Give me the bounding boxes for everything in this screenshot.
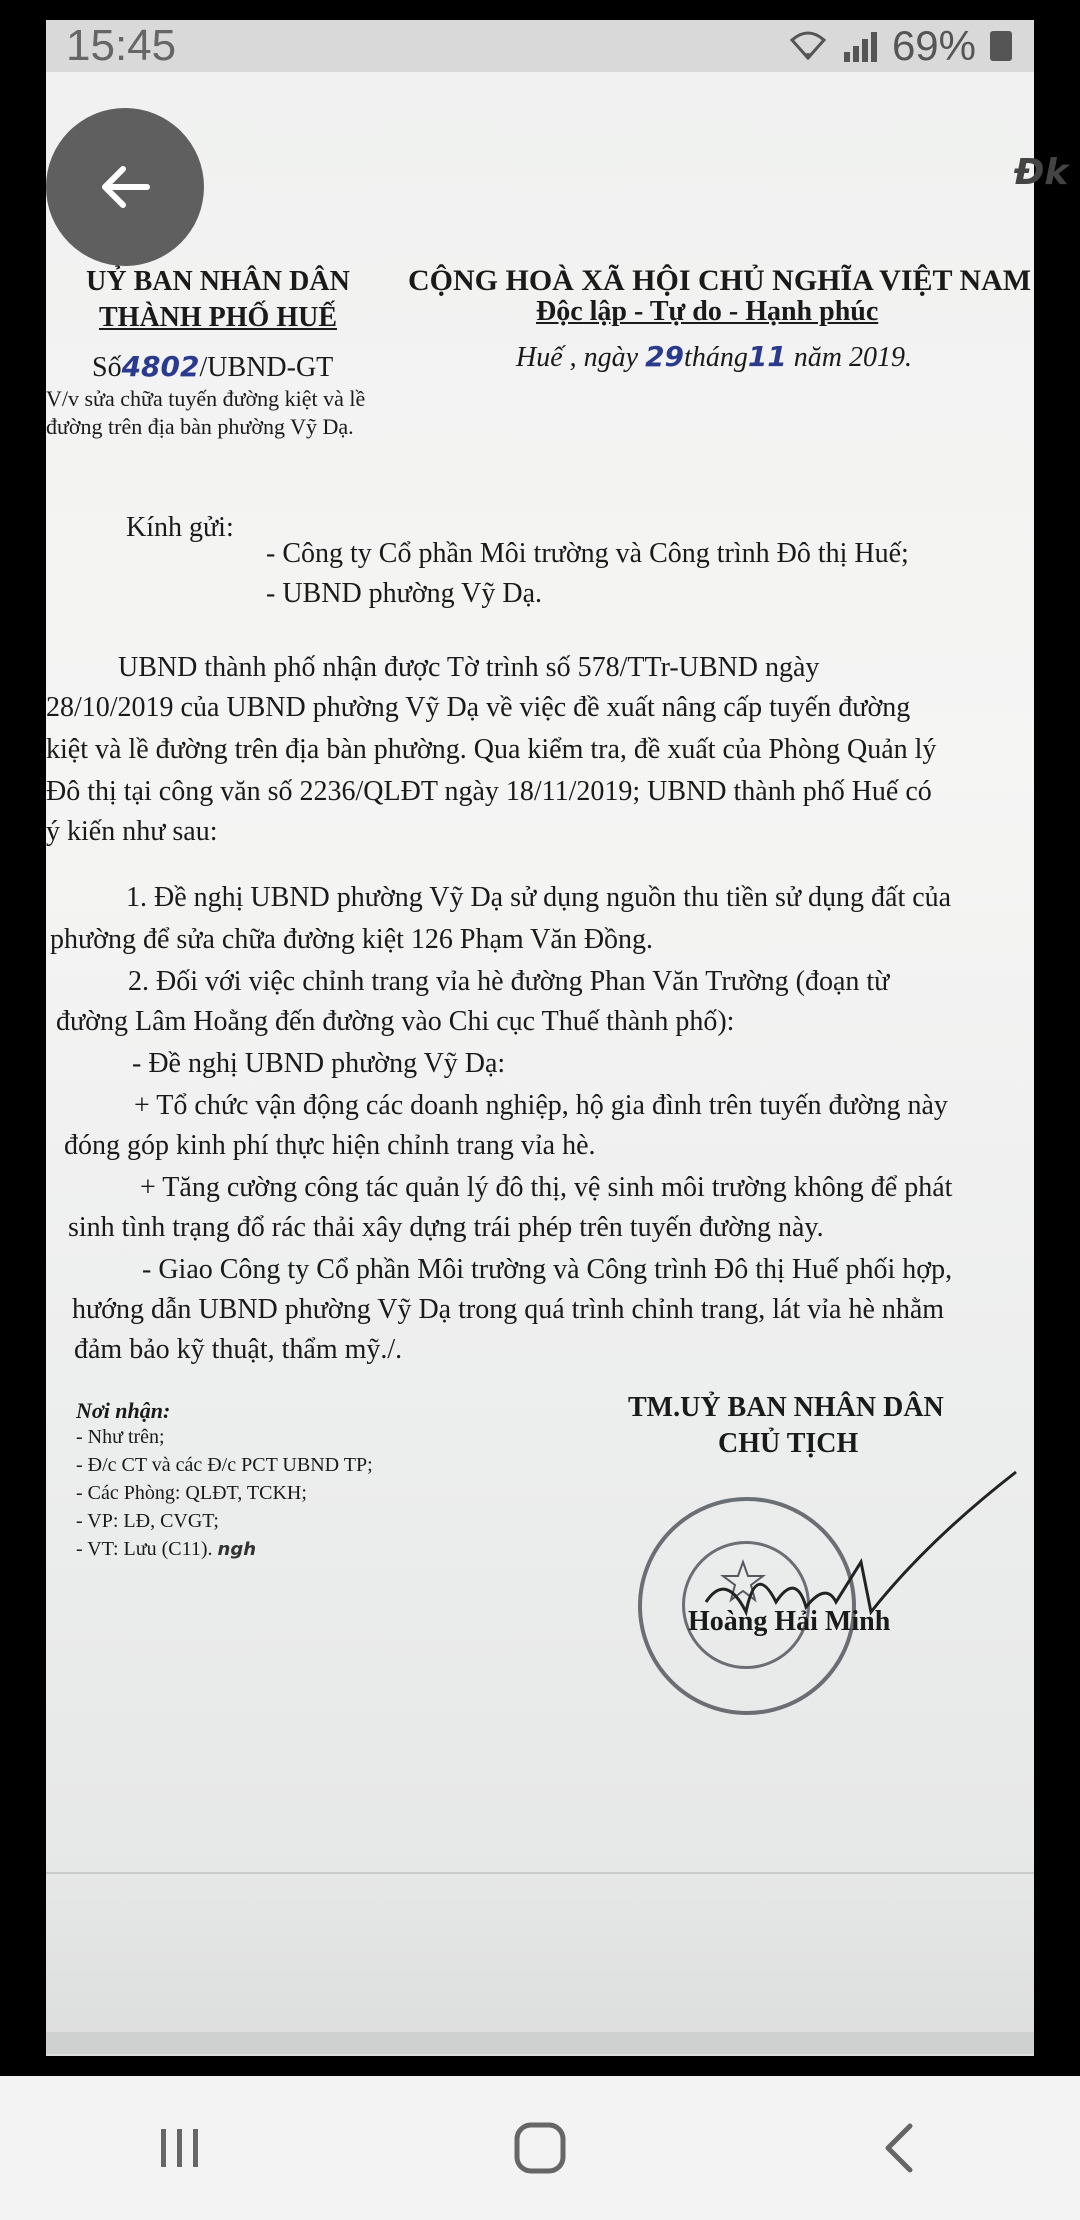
battery-icon bbox=[990, 31, 1012, 61]
status-time: 15:45 bbox=[66, 21, 177, 70]
body-line: + Tăng cường công tác quản lý đô thị, vệ sinh môi trường không để phát bbox=[140, 1172, 953, 1203]
body-line: kiệt và lề đường trên địa bàn phường. Qua kiểm tra, đề xuất của Phòng Quản lý bbox=[46, 734, 937, 765]
body-line: đảm bảo kỹ thuật, thẩm mỹ./. bbox=[74, 1334, 403, 1365]
arrow-left-icon bbox=[97, 159, 153, 215]
date-part3: năm 2019. bbox=[786, 342, 913, 373]
body-line: Đô thị tại công văn số 2236/QLĐT ngày 18/11/2019; UBND thành phố Huế có bbox=[46, 776, 932, 807]
handwritten-initials: ngh bbox=[217, 1539, 257, 1560]
number-suffix: /UBND-GT bbox=[199, 352, 334, 383]
footer-recipient-text: - VT: Lưu (C11). bbox=[76, 1538, 213, 1560]
signal-icon bbox=[842, 30, 878, 62]
recent-apps-button[interactable] bbox=[120, 2088, 240, 2208]
paper-edge bbox=[46, 2032, 1034, 2054]
number-handwritten: 4802 bbox=[121, 350, 200, 383]
status-bar bbox=[46, 20, 1034, 72]
body-line: UBND thành phố nhận được Tờ trình số 578/TTr-UBND ngày bbox=[118, 652, 820, 683]
date-day-handwritten: 29 bbox=[645, 340, 685, 373]
footer-recipient-item: - Như trên; bbox=[76, 1426, 165, 1448]
document-date bbox=[516, 340, 912, 374]
recipient-item: - Công ty Cổ phần Môi trường và Công trình Đô thị Huế; bbox=[266, 538, 909, 569]
body-line: sinh tình trạng đổ rác thải xây dựng trái phép trên tuyến đường này. bbox=[68, 1212, 824, 1243]
home-button[interactable] bbox=[480, 2088, 600, 2208]
footer-recipient-item: - VP: LĐ, CVGT; bbox=[76, 1510, 219, 1532]
footer-recipient-item bbox=[76, 1538, 256, 1561]
document-number bbox=[92, 350, 333, 384]
home-icon bbox=[512, 2120, 568, 2176]
footer-recipient-item: - Các Phòng: QLĐT, TCKH; bbox=[76, 1482, 307, 1504]
back-nav-button[interactable] bbox=[840, 2088, 960, 2208]
date-part2: tháng bbox=[684, 342, 748, 373]
body-line: 2. Đối với việc chỉnh trang vỉa hè đường Phan Văn Trường (đoạn từ bbox=[128, 966, 890, 997]
body-line: phường để sửa chữa đường kiệt 126 Phạm Văn Đồng. bbox=[50, 924, 654, 955]
issuer-line1: UỶ BAN NHÂN DÂN bbox=[86, 266, 350, 297]
recipient-item: - UBND phường Vỹ Dạ. bbox=[266, 578, 543, 609]
handwritten-corner-note: Đk bbox=[1014, 152, 1069, 193]
wifi-icon bbox=[788, 30, 828, 62]
footer-recipient-item: - Đ/c CT và các Đ/c PCT UBND TP; bbox=[76, 1454, 373, 1476]
body-line: - Đề nghị UBND phường Vỹ Dạ: bbox=[132, 1048, 506, 1079]
body-line: đóng góp kinh phí thực hiện chỉnh trang vỉa hè. bbox=[64, 1130, 596, 1161]
date-part1: Huế , ngày bbox=[516, 342, 646, 373]
footer-recipients-title: Nơi nhận: bbox=[76, 1398, 171, 1423]
paper-fold bbox=[46, 1872, 1034, 2056]
battery-percent: 69% bbox=[891, 22, 976, 69]
body-line: - Giao Công ty Cổ phần Môi trường và Công trình Đô thị Huế phối hợp, bbox=[142, 1254, 953, 1285]
body-line: ý kiến như sau: bbox=[46, 816, 218, 847]
issuer-line2: THÀNH PHỐ HUẾ bbox=[98, 302, 337, 333]
status-icons bbox=[788, 22, 1012, 70]
navigation-bar bbox=[0, 2076, 1080, 2220]
signature-title: TM.UỶ BAN NHÂN DÂN bbox=[628, 1392, 944, 1423]
body-line: hướng dẫn UBND phường Vỹ Dạ trong quá trình chỉnh trang, lát vỉa hè nhằm bbox=[72, 1294, 945, 1325]
recipients-label: Kính gửi: bbox=[126, 512, 234, 543]
document-photo bbox=[46, 72, 1069, 2054]
signer-name: Hoàng Hải Minh bbox=[688, 1606, 891, 1637]
back-button[interactable] bbox=[46, 108, 204, 266]
back-icon bbox=[880, 2120, 920, 2176]
body-line: + Tổ chức vận động các doanh nghiệp, hộ gia đình trên tuyến đường này bbox=[134, 1090, 948, 1121]
recent-apps-icon bbox=[155, 2123, 205, 2173]
national-motto: Độc lập - Tự do - Hạnh phúc bbox=[536, 296, 879, 327]
body-line: đường Lâm Hoằng đến đường vào Chi cục Thuế thành phố): bbox=[56, 1006, 735, 1037]
body-line: 1. Đề nghị UBND phường Vỹ Dạ sử dụng nguồn thu tiền sử dụng đất của bbox=[126, 882, 952, 913]
signature-position: CHỦ TỊCH bbox=[718, 1428, 859, 1459]
body-line: 28/10/2019 của UBND phường Vỹ Dạ về việc đề xuất nâng cấp tuyến đường bbox=[46, 692, 911, 723]
subject-line2: đường trên địa bàn phường Vỹ Dạ. bbox=[46, 414, 354, 439]
number-prefix: Số bbox=[92, 352, 122, 383]
date-month-handwritten: 11 bbox=[747, 340, 787, 373]
subject-line1: V/v sửa chữa tuyến đường kiệt và lề bbox=[46, 386, 366, 411]
national-title: CỘNG HOÀ XÃ HỘI CHỦ NGHĨA VIỆT NAM bbox=[408, 264, 1032, 297]
